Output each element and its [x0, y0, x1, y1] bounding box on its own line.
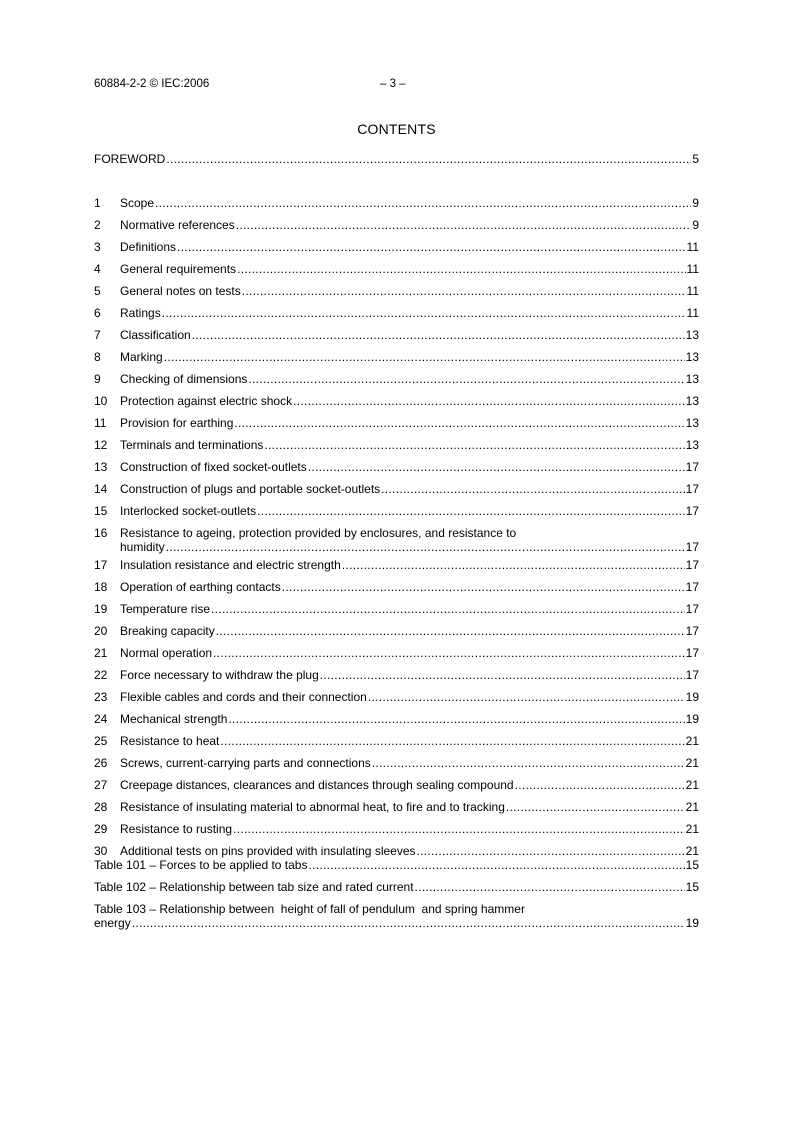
dot-leader	[177, 236, 686, 258]
toc-entry-number: 6	[94, 306, 101, 320]
toc-entry-page: 17	[685, 482, 699, 496]
toc-entry-label: Table 102 – Relationship between tab size and rated current	[94, 880, 414, 894]
toc-entry-number: 20	[94, 624, 108, 638]
dot-leader	[293, 390, 685, 412]
toc-entry-number: 11	[94, 416, 107, 430]
toc-entry-label: Construction of plugs and portable socket-outlets	[120, 482, 381, 496]
toc-entry-page: 13	[685, 416, 699, 430]
toc-entry-number: 29	[94, 822, 108, 836]
toc-entry-page: 17	[685, 646, 699, 660]
toc-entry-label: Marking	[120, 350, 163, 364]
toc-entry-page: 13	[685, 350, 699, 364]
toc-entry-label: Normal operation	[120, 646, 213, 660]
toc-clauses-list	[94, 192, 699, 862]
dot-leader	[372, 752, 685, 774]
toc-entry-number: 1	[94, 196, 101, 210]
toc-entry-number: 28	[94, 800, 108, 814]
toc-entry-number: 25	[94, 734, 108, 748]
toc-entry-number: 2	[94, 218, 101, 232]
toc-entry-label: Breaking capacity	[120, 624, 215, 638]
toc-entry-label: Ratings	[120, 306, 161, 320]
toc-entry-page: 21	[685, 800, 699, 814]
toc-entry-number: 19	[94, 602, 108, 616]
dot-leader	[237, 258, 685, 280]
dot-leader	[234, 412, 684, 434]
toc-entry-number: 26	[94, 756, 108, 770]
toc-foreword-section	[94, 148, 699, 170]
toc-entry-page: 17	[685, 602, 699, 616]
dot-leader	[515, 774, 685, 796]
toc-entry[interactable]	[94, 620, 699, 642]
toc-entry-label: Creepage distances, clearances and distances through sealing compound	[120, 778, 514, 792]
toc-entry-page: 19	[685, 690, 699, 704]
dot-leader	[257, 500, 685, 522]
dot-leader	[264, 434, 684, 456]
toc-entry[interactable]	[94, 412, 699, 434]
dot-leader	[213, 642, 685, 664]
toc-entry-page: 21	[685, 778, 699, 792]
toc-entry[interactable]	[94, 642, 699, 664]
toc-entry-number: 22	[94, 668, 108, 682]
toc-entry-page: 9	[692, 196, 699, 210]
toc-entry-page: 17	[685, 460, 699, 474]
toc-entry[interactable]	[94, 456, 699, 478]
toc-entry-number: 7	[94, 328, 101, 342]
toc-entry-number: 18	[94, 580, 108, 594]
toc-entry[interactable]	[94, 390, 699, 412]
dot-leader	[308, 854, 684, 876]
toc-entry-page: 21	[685, 734, 699, 748]
toc-entry-label: General notes on tests	[120, 284, 241, 298]
toc-entry-label: Terminals and terminations	[120, 438, 264, 452]
toc-entry[interactable]	[94, 598, 699, 620]
toc-entry-label-continued: energy	[94, 916, 131, 930]
toc-entry-label: Interlocked socket-outlets	[120, 504, 257, 518]
toc-entry-page: 11	[686, 284, 699, 298]
toc-entry-page: 17	[685, 624, 699, 638]
toc-entry-page: 15	[685, 880, 699, 894]
dot-leader	[248, 368, 684, 390]
dot-leader	[166, 148, 691, 170]
header-doc-id: 60884-2-2 © IEC:2006	[94, 78, 210, 90]
dot-leader	[282, 576, 685, 598]
toc-entry-page: 13	[685, 438, 699, 452]
toc-table-entry[interactable]	[94, 898, 699, 930]
toc-entry-page: 11	[686, 262, 699, 276]
toc-entry[interactable]	[94, 576, 699, 598]
toc-entry-number: 13	[94, 460, 108, 474]
dot-leader	[320, 664, 685, 686]
toc-entry[interactable]	[94, 818, 699, 840]
dot-leader	[236, 214, 692, 236]
toc-entry-foreword[interactable]	[94, 148, 699, 170]
toc-entry-label: Provision for earthing	[120, 416, 234, 430]
toc-entry[interactable]	[94, 796, 699, 818]
toc-entry[interactable]	[94, 346, 699, 368]
toc-entry-number: 9	[94, 372, 101, 386]
toc-entry-number: 24	[94, 712, 108, 726]
toc-entry[interactable]	[94, 236, 699, 258]
toc-entry-label: Definitions	[120, 240, 177, 254]
toc-entry-page: 19	[685, 712, 699, 726]
dot-leader	[166, 540, 685, 554]
toc-entry-label: Resistance to rusting	[120, 822, 233, 836]
toc-entry-label: Table 101 – Forces to be applied to tabs	[94, 858, 308, 872]
toc-table-entry[interactable]	[94, 854, 699, 876]
toc-entry[interactable]	[94, 280, 699, 302]
toc-entry-page: 19	[685, 916, 699, 930]
dot-leader	[192, 324, 685, 346]
dot-leader	[164, 346, 685, 368]
toc-entry-page: 17	[685, 504, 699, 518]
toc-entry-label: Additional tests on pins provided with insulating sleeves	[120, 844, 416, 858]
toc-entry-label-continued: humidity	[120, 540, 165, 554]
toc-entry-number: 3	[94, 240, 101, 254]
toc-entry-label: Resistance to ageing, protection provided by enclosures, and resistance to	[120, 526, 517, 540]
toc-entry-label: Temperature rise	[120, 602, 211, 616]
toc-entry-number: 15	[94, 504, 108, 518]
toc-entry[interactable]	[94, 214, 699, 236]
toc-entry-page: 9	[692, 218, 699, 232]
toc-entry-page: 17	[685, 540, 699, 554]
dot-leader	[415, 876, 685, 898]
dot-leader	[228, 708, 684, 730]
toc-entry[interactable]	[94, 708, 699, 730]
toc-entry-number: 17	[94, 558, 108, 572]
dot-leader	[308, 456, 685, 478]
toc-entry-page: 15	[685, 858, 699, 872]
toc-entry[interactable]	[94, 730, 699, 752]
toc-entry-page: 11	[686, 306, 699, 320]
toc-entry-label: Force necessary to withdraw the plug	[120, 668, 319, 682]
toc-entry-number: 5	[94, 284, 101, 298]
toc-entry-number: 21	[94, 646, 108, 660]
toc-entry[interactable]	[94, 478, 699, 500]
toc-entry-page: 17	[685, 558, 699, 572]
toc-entry-number: 27	[94, 778, 108, 792]
toc-entry-label: FOREWORD	[94, 152, 166, 166]
header-page-number: – 3 –	[380, 78, 406, 90]
toc-entry-label: Checking of dimensions	[120, 372, 248, 386]
toc-entry-number: 12	[94, 438, 108, 452]
toc-entry-number: 16	[94, 526, 108, 540]
toc-entry-label: Normative references	[120, 218, 235, 232]
toc-entry-label: Flexible cables and cords and their connection	[120, 690, 367, 704]
toc-entry[interactable]	[94, 302, 699, 324]
toc-entry-number: 4	[94, 262, 101, 276]
dot-leader	[155, 192, 691, 214]
toc-entry-page: 17	[685, 668, 699, 682]
toc-entry-label: Operation of earthing contacts	[120, 580, 281, 594]
toc-entry-page: 13	[685, 394, 699, 408]
toc-entry-label: Screws, current-carrying parts and connections	[120, 756, 371, 770]
dot-leader	[216, 620, 685, 642]
dot-leader	[506, 796, 685, 818]
dot-leader	[368, 686, 685, 708]
toc-entry[interactable]	[94, 258, 699, 280]
toc-entry-number: 30	[94, 844, 108, 858]
dot-leader	[381, 478, 684, 500]
toc-entry-label: Resistance of insulating material to abnormal heat, to fire and to tracking	[120, 800, 505, 814]
dot-leader	[132, 916, 685, 930]
toc-entry-page: 21	[685, 756, 699, 770]
toc-entry[interactable]	[94, 324, 699, 346]
toc-entry[interactable]	[94, 664, 699, 686]
toc-entry[interactable]	[94, 434, 699, 456]
toc-entry[interactable]	[94, 368, 699, 390]
toc-entry[interactable]	[94, 522, 699, 554]
dot-leader	[233, 818, 685, 840]
toc-entry-number: 10	[94, 394, 108, 408]
toc-entry-number: 14	[94, 482, 108, 496]
toc-entry[interactable]	[94, 192, 699, 214]
toc-entry-label: Protection against electric shock	[120, 394, 293, 408]
toc-entry-page: 11	[686, 240, 699, 254]
page-title: CONTENTS	[357, 121, 436, 137]
dot-leader	[342, 554, 685, 576]
dot-leader	[162, 302, 686, 324]
toc-entry-page: 21	[685, 822, 699, 836]
toc-entry-label: Construction of fixed socket-outlets	[120, 460, 307, 474]
toc-entry-label: Resistance to heat	[120, 734, 220, 748]
toc-entry-page: 17	[685, 580, 699, 594]
toc-entry[interactable]	[94, 774, 699, 796]
toc-entry[interactable]	[94, 554, 699, 576]
toc-table-entry[interactable]	[94, 876, 699, 898]
toc-entry-label: Classification	[120, 328, 191, 342]
toc-entry-label: Insulation resistance and electric strength	[120, 558, 341, 572]
toc-entry[interactable]	[94, 752, 699, 774]
toc-entry-page: 5	[692, 152, 699, 166]
toc-entry-label: Table 103 – Relationship between height of fall of pendulum and spring hammer	[94, 902, 525, 916]
toc-entry-label: Mechanical strength	[120, 712, 228, 726]
toc-entry-label: General requirements	[120, 262, 237, 276]
toc-entry-number: 8	[94, 350, 101, 364]
toc-entry-number: 23	[94, 690, 108, 704]
toc-entry-page: 13	[685, 372, 699, 386]
toc-entry[interactable]	[94, 686, 699, 708]
dot-leader	[220, 730, 684, 752]
toc-entry-page: 13	[685, 328, 699, 342]
toc-entry[interactable]	[94, 500, 699, 522]
toc-entry-label: Scope	[120, 196, 155, 210]
dot-leader	[211, 598, 685, 620]
toc-entry-page: 21	[685, 844, 699, 858]
dot-leader	[242, 280, 686, 302]
toc-tables-list	[94, 854, 699, 930]
